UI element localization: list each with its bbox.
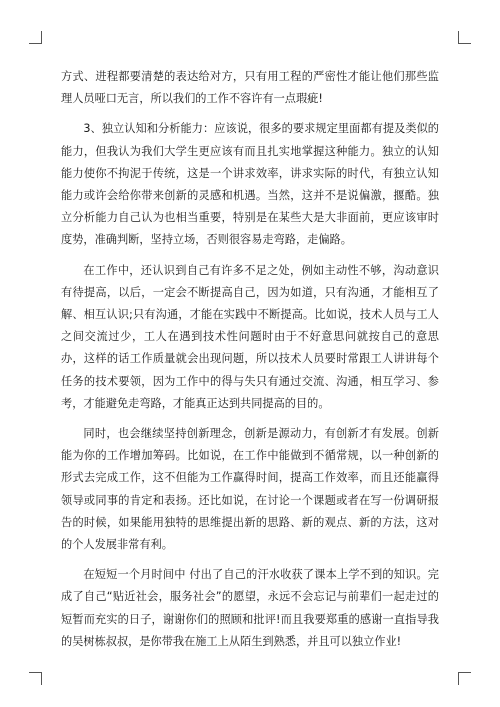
document-body xyxy=(61,66,439,661)
paragraph-1: 方式、进程都要清楚的表达给对方，只有用工程的严密性才能让他们那些监理人员哑口无言，所以我们的工作不容许有一点瑕疵! xyxy=(61,70,439,106)
paragraph-5: 在短短一个月时间中 付出了自己的汗水收获了课本上学不到的知识。完成了自己“贴近社会，服务社会”的愿望，永远不会忘记与前辈们一起走过的短暂而充实的日子，谢谢你们的照顾和批评!而且我要郑重的感谢一直指导我的吴树栋叔叔，是你带我在施工上从陌生到熟悉，并且可以独立作业! xyxy=(61,568,439,648)
crop-mark-bottom-right xyxy=(458,672,471,685)
paragraph-4: 同时，也会继续坚持创新理念，创新是源动力，有创新才有发展。创新能为你的工作增加筹码。比如说，在工作中能做到不循常规，以一种创新的形式去完成工作，这不但能为工作赢得时间，提高工作效率，而且还能赢得领导或同事的肯定和表扬。还比如说，在讨论一个课题或者在写一份调研报告的时候，如果能用独特的思维提出新的思路、新的观点、新的方法，这对的个人发展非常有利。 xyxy=(61,427,439,552)
crop-mark-top-left xyxy=(29,31,42,44)
crop-mark-top-right xyxy=(458,31,471,44)
paragraph-3: 在工作中，还认识到自己有许多不足之处，例如主动性不够，沟动意识有待提高，以后，一定会不断提高自己，因为如道，只有沟通，才能相互了解、相互认识;只有沟通，才能在实践中不断提高。比如说，技术人员与工人之间交流过少，工人在遇到技术性问题时由于不好意思问就按自己的意思办，这样的话工作质量就会出现问题，所以技术人员要时常跟工人讲讲每个任务的技术要领，因为工作中的得与失只有通过交流、沟通，相互学习、参考，才能避免走弯路，才能真正达到共同提高的目的。 xyxy=(61,263,439,410)
paragraph-2: 3、独立认知和分析能力：应该说，很多的要求规定里面都有提及类似的能力，但我认为我们大学生更应该有而且扎实地掌握这种能力。独立的认知能力使你不拘泥于传统，这是一个讲求效率，讲求实际的时代，有独立认知能力或许会给你带来创新的灵感和机遇。当然，这并不是说偏激，揠酷。独立分析能力自己认为也相当重要，特别是在某些大是大非面前，更应该审时度势，准确判断，坚持立场，否则很容易走弯路，走偏路。 xyxy=(61,122,439,247)
crop-mark-bottom-left xyxy=(29,672,42,685)
